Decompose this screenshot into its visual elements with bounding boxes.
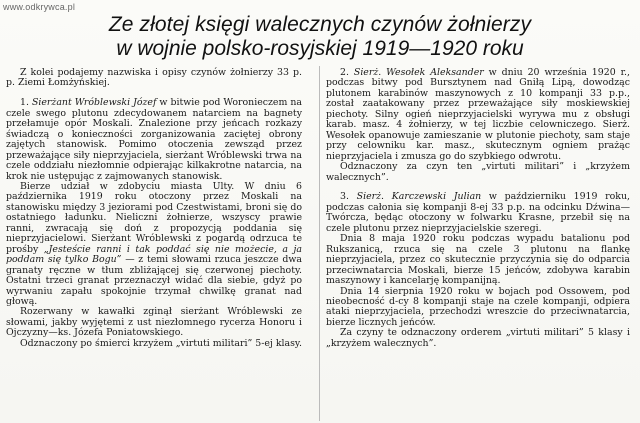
entry-2-name: Sierż. Wesołek Aleksander [353,67,484,78]
entry-3-paragraph [326,192,630,234]
entry-2-award: Odznaczony za czyn ten „virtuti militari” i „krzyżem walecznych”. [326,161,630,183]
entry-3-award: Za czyny te odznaczony orderem „virtuti militari” 5 klasy i „krzyżem walecznych”. [326,327,630,349]
entry-1-paragraph-3: Rozerwany w kawałki zginął sierżant Wróblewski ze słowami, jakby wyjętemi z ust niezłomnego rycerza Honoru i Ojczyzny—ks. Józefa Poniatowskiego. [6,306,302,339]
column-divider [319,66,320,421]
entry-1-name: Sierżant Wróblewski Józef [31,97,157,109]
entry-2-number: 2. [340,67,349,78]
left-column [6,68,302,349]
headline-line-2: w wojnie polsko-rosyjskiej 1919—1920 roku [116,37,524,60]
entry-3-paragraph-3: Dnia 14 sierpnia 1920 roku w bojach pod Ossowem, pod nieobecność d-cy 8 kompanji staje na czele kompanji, odpiera ataki nieprzyjaciela, przechodzi wreszcie do przeciwnatarcia, bierze licznych jeńców. [326,285,630,328]
headline-line-1: Ze złotej księgi walecznych czynów żołnierzy [108,13,532,36]
entry-2-text: w dniu 20 września 1920 r., podczas bitwy pod Bursztynem nad Gniłą Lipą, dowodząc plutonem karabinów maszynowych z 10 kompanji 33 p.p., został zaatakowany przez przeważające siły moskiewskiej piechoty. Silny ogień nieprzyjacielski wyrywa mu z obsługi karab. masz. 4 żołnierzy, w tej liczbie celowniczego. Sierż. Wesołek opanowuje zamieszanie w plutonie piechoty, sam staje przy celowniku kar. masz., skutecznym ogniem prażąc nieprzyjaciela i zmusza go do szybkiego odwrotu. [326,67,630,162]
entry-1-paragraph [6,98,302,182]
entry-3-number: 3. [340,191,349,203]
entry-1-quote: „Jesteście ranni i tak poddać się nie możecie, a ja poddam się tylko Bogu” [6,243,303,266]
watermark-text: www.odkrywca.pl [3,2,76,12]
entry-3-name: Sierż. Karczewski Julian [356,191,482,203]
entry-1-number: 1. [20,97,29,109]
entry-1-p2-end: — z temi słowami rzuca jeszcze dwa granaty ręczne w tłum zbliżającej się czerwonej piechoty. Ostatni trzeci granat przeznaczył widać dla siebie, gdyż po wyrwaniu zapału spokojnie trzymał chwilkę granat nad głową. [6,254,302,308]
entry-1-award: Odznaczony po śmierci krzyżem „virtuti militari” 5-ej klasy. [20,337,302,349]
entry-1-paragraph-2 [6,182,302,307]
right-column [326,68,630,349]
entry-3-paragraph-2: Dnia 8 maja 1920 roku podczas wypadu batalionu pod Rukszanicą, rzuca się na czele 3 plutonu na flankę nieprzyjaciela, przez co skutecznie przyczynia się do odparcia przeciwnatarcia Moskali, bierze 15 jeńców, zdobywa karabin maszynowy i kancelarję kompanijną. [326,233,630,287]
intro-paragraph: Z kolei podajemy nazwiska i opisy czynów żołnierzy 33 p. p. Ziemi Łomżyńskiej. [6,67,302,89]
entry-1-text: w bitwie pod Woronieczem na czele swego plutonu zdecydowanem natarciem na bagnety przełamuje opór Moskali. Znalezione przy jeńcach rozkazy świadczą o konieczności zorganizowania zaciętej obrony zajętych stanowisk. Pomimo otoczenia zewsząd przez przeważające siły nieprzyjaciela, sierżant Wróblewski trwa na czele oddziału niezłomnie odpierając kilkakrotne natarcia, na krok nie ustępując z zajmowanych stanowisk. [6,97,302,182]
entry-1-p2-text: Bierze udział w zdobyciu miasta Ulty. W dniu 6 października 1919 roku otoczony przez Moskali na stanowisku między 3 jeziorami pod Czestwistami, broni się do ostatniego ładunku. Nieliczni żołnierze, wszyscy prawie ranni, zwracają się doń z propozycją poddania się nieprzyjacielowi. Sierżant Wróblewski z pogardą odrzuca te prośby [6,181,302,255]
entry-3-text: w październiku 1919 roku, podczas całonia się kompanji 8-ej 33 p.p. na odcinku Dźwina—Twórcza, będąc otoczony w folwarku Krasne, przebił się na czele plutonu przez nieprzyjacielskie szeregi. [326,191,631,234]
entry-2-paragraph [326,68,630,162]
